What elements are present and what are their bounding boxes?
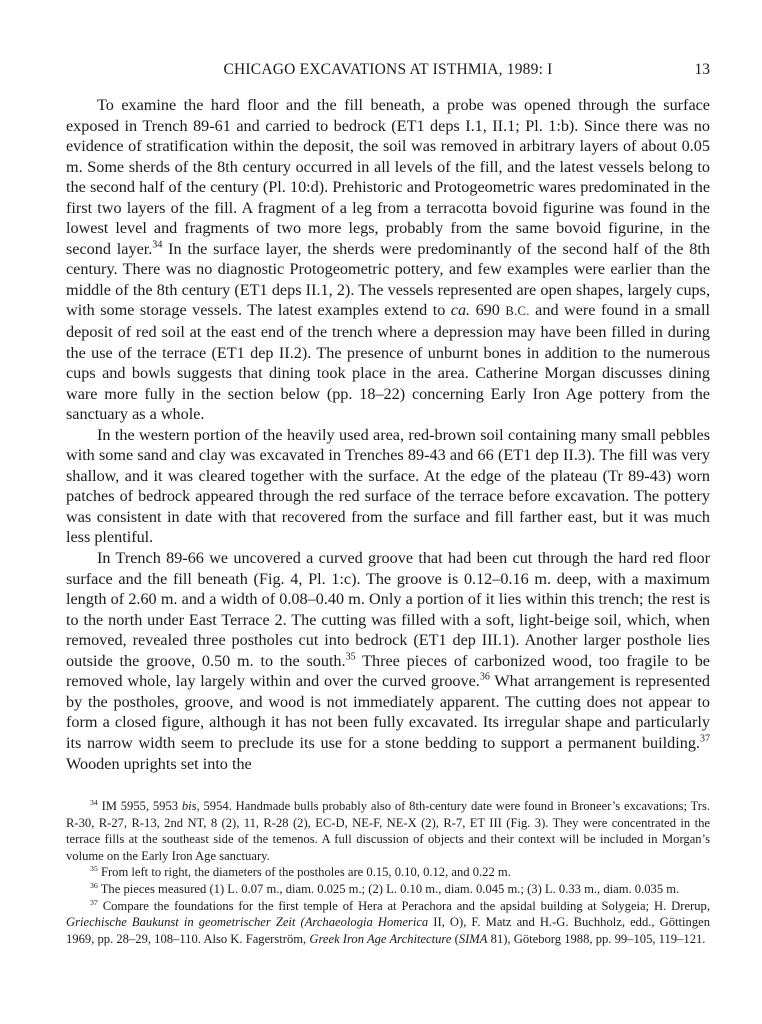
paragraph-western-portion: In the western portion of the heavily used area, red-brown soil containing many small pebbles with some sand and clay was excavated in Trenches 89-43 and 66 (ET1 dep II.3). The fill was very shallow, and it was cleared together with the surface. At the edge of the plateau (Tr 89-43) worn patches of bedrock appeared through the red surface of the terrace before excavation. The pottery was consistent in date with that recovered from the surface and fill farther east, but it was much less plentiful. (66, 425, 710, 547)
footnote-37: $^{37}$ Compare the foundations for the first temple of Hera at Perachora and the apsidal building at Solygeia; H. Drerup, Griechische Baukunst in geometrischer Zeit (Archaeologia Homerica II, O), F. Matz and H.-G. Buchholz, edd., Göttingen 1969, pp. 28–29, 108–110. Also K. Fagerström, Greek Iron Age Architecture (SIMA 81), Göteborg 1988, pp. 99–105, 119–121. (66, 897, 710, 946)
running-title: CHICAGO EXCAVATIONS AT ISTHMIA, 1989: I (223, 61, 553, 78)
footnote-ref-34[interactable]: 34 (152, 239, 163, 251)
footnote-36: $^{36}$ The pieces measured (1) L. 0.07 m., diam. 0.025 m.; (2) L. 0.10 m., diam. 0.045 m.; (3) L. 0.33 m., diam. 0.035 m. (90, 880, 680, 896)
page-number: 13 (694, 61, 710, 78)
footnote-35: $^{35}$ From left to right, the diameters of the postholes are 0.15, 0.10, 0.12, and 0.22 m. (90, 864, 511, 880)
body-text (66, 95, 710, 774)
footnotes (66, 798, 710, 947)
footnote-34: $^{34}$ IM 5955, 5953 bis, 5954. Handmade bulls probably also of 8th-century date were found in Broneer’s excavations; Trs. R-30, R-27, R-13, 2nd NT, 8 (2), 11, R-28 (2), EC-D, NE-F, NE-X (2), R-7, ET III (Fig. 3). They were concentrated in the terrace fills at the southeast side of the temenos. A full discussion of objects and their context will be included in Morgan’s volume on the Early Iron Age sanctuary. (66, 797, 710, 863)
page-header (66, 61, 710, 83)
footnote-ref-36[interactable]: 36 (479, 671, 490, 683)
footnote-ref-35[interactable]: 35 (345, 651, 356, 663)
footnote-ref-37[interactable]: 37 (699, 733, 710, 745)
paragraph-trench-89-66: In Trench 89-66 we uncovered a curved groove that had been cut through the hard red floor surface and the fill beneath (Fig. 4, Pl. 1:c). The groove is 0.12–0.16 m. deep, with a maximum length of 2.60 m. and a width of 0.08–0.40 m. Only a portion of it lies within this trench; the rest is to the north under East Terrace 2. The cutting was filled with a soft, light-beige soil, which, when removed, revealed three postholes cut into bedrock (ET1 dep III.1). Another larger posthole lies outside the groove, 0.50 m. to the south.$^{35}$ Three pieces of carbonized wood, too fragile to be removed whole, lay largely within and over the curved groove.$^{36}$ What arrangement is represented by the postholes, groove, and wood is not immediately apparent. The cutting does not appear to form a closed figure, although it has not been fully excavated. Its irregular shape and particularly its narrow width seem to preclude its use for a stone bedding to support a permanent building.$^{37}$ Wooden uprights set into the (66, 549, 710, 773)
paragraph-probe: To examine the hard floor and the fill beneath, a probe was opened through the surface exposed in Trench 89-61 and carried to bedrock (ET1 deps I.1, II.1; Pl. 1:b). Since there was no evidence of stratification within the deposit, the soil was removed in arbitrary layers of about 0.05 m. Some sherds of the 8th century occurred in all levels of the fill, and the latest vessels belong to the second half of the century (Pl. 10:d). Prehistoric and Protogeometric wares predominated in the first two layers of the fill. A fragment of a leg from a terracotta bovoid figurine was found in the lowest level and fragments of two more legs, probably from the same bovoid figurine, in the second layer.$^{34}$ In the surface layer, the sherds were predominantly of the second half of the 8th century. There was no diagnostic Protogeometric pottery, and few examples were earlier than the middle of the 8th century (ET1 deps II.1, 2). The vessels represented are open shapes, largely cups, with some storage vessels. The latest examples extend to ca. 690 B.C. and were found in a small deposit of red soil at the east end of the trench where a depression may have been filled in during the use of the terrace (ET1 dep II.2). The presence of unburnt bones in addition to the numerous cups and bowls suggests that dining took place in the area. Catherine Morgan discusses dining ware more fully in the section below (pp. 18–22) concerning Early Iron Age pottery from the sanctuary as a whole. (66, 96, 710, 424)
